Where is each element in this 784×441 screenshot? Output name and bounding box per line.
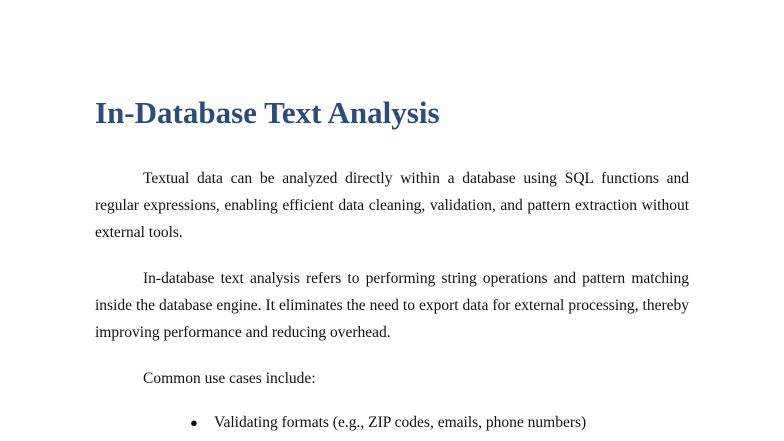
page-title: In-Database Text Analysis: [95, 95, 440, 130]
list-item-text: Validating formats (e.g., ZIP codes, emails, phone numbers): [214, 414, 587, 431]
use-cases-list: [190, 409, 586, 436]
use-cases-intro: Common use cases include:: [143, 370, 316, 387]
intro-paragraph: Textual data can be analyzed directly within a database using SQL functions and regular expressions, enabling efficient data cleaning, validation, and pattern extraction without external tools.: [95, 170, 689, 241]
definition-paragraph: In-database text analysis refers to performing string operations and pattern matching inside the database engine. It eliminates the need to export data for external processing, thereby improving performance and reducing overhead.: [95, 270, 689, 341]
list-item: [190, 409, 586, 436]
bullet-icon: ●: [190, 415, 198, 430]
